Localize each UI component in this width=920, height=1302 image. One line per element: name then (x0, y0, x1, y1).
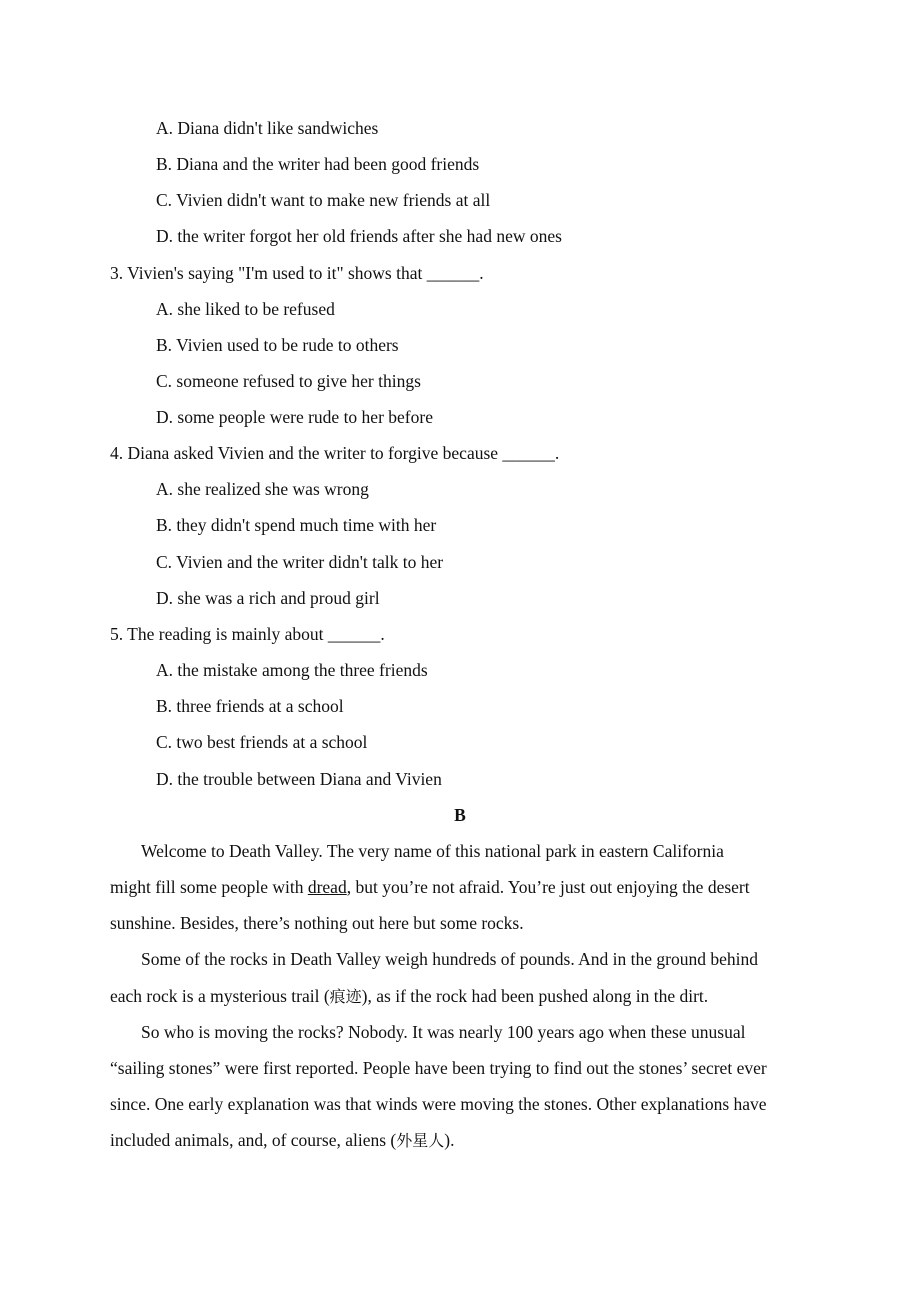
q5-option-b: B. three friends at a school (156, 696, 344, 716)
q3-option-b: B. Vivien used to be rude to others (156, 335, 399, 355)
paragraph-1-line-3: sunshine. Besides, there’s nothing out here but some rocks. (110, 913, 524, 933)
paragraph-3-line-4-start: included animals, and, of course, aliens ( (110, 1130, 397, 1150)
q3-option-c: C. someone refused to give her things (156, 371, 421, 391)
paragraph-1-line-1: Welcome to Death Valley. The very name of this national park in eastern California (141, 841, 724, 861)
paragraph-3-line-3: since. One early explanation was that winds were moving the stones. Other explanations have (110, 1094, 767, 1114)
q4-option-d: D. she was a rich and proud girl (156, 588, 380, 608)
q5-stem: 5. The reading is mainly about ______. (110, 624, 385, 644)
paragraph-3-line-2: “sailing stones” were first reported. People have been trying to find out the stones’ secret ever (110, 1058, 767, 1078)
q3-option-d: D. some people were rude to her before (156, 407, 433, 427)
q5-option-c: C. two best friends at a school (156, 732, 368, 752)
paragraph-1-line-2-start: might fill some people with (110, 877, 308, 897)
q4-stem: 4. Diana asked Vivien and the writer to forgive because ______. (110, 443, 560, 463)
q3-option-a: A. she liked to be refused (156, 299, 335, 319)
gloss-trail: 痕迹 (329, 987, 362, 1006)
q2-option-d: D. the writer forgot her old friends after she had new ones (156, 226, 562, 246)
q5-option-a: A. the mistake among the three friends (156, 660, 428, 680)
q3-stem: 3. Vivien's saying "I'm used to it" shows that ______. (110, 263, 484, 283)
paragraph-2-line-2-end: ), as if the rock had been pushed along in the dirt. (361, 986, 709, 1006)
q2-option-b: B. Diana and the writer had been good friends (156, 154, 480, 174)
paragraph-3-line-1: So who is moving the rocks? Nobody. It was nearly 100 years ago when these unusual (141, 1022, 746, 1042)
underlined-word: dread (307, 877, 347, 897)
paragraph-1-line-2-end: , but you’re not afraid. You’re just out enjoying the desert (346, 877, 750, 897)
section-heading: B (454, 805, 466, 825)
paragraph-2-line-1: Some of the rocks in Death Valley weigh hundreds of pounds. And in the ground behind (141, 949, 758, 969)
q2-option-c: C. Vivien didn't want to make new friends at all (156, 190, 491, 210)
q2-option-a: A. Diana didn't like sandwiches (156, 118, 379, 138)
q5-option-d: D. the trouble between Diana and Vivien (156, 769, 442, 789)
paragraph-2-line-2-start: each rock is a mysterious trail ( (110, 986, 330, 1006)
paragraph-1-line-2 (110, 877, 750, 897)
paragraph-3-line-4-end: ). (444, 1130, 455, 1150)
paragraph-2-line-2 (110, 986, 708, 1007)
q4-option-a: A. she realized she was wrong (156, 479, 369, 499)
q4-option-c: C. Vivien and the writer didn't talk to her (156, 552, 444, 572)
paragraph-3-line-4 (110, 1130, 454, 1151)
gloss-aliens: 外星人 (396, 1131, 445, 1150)
q4-option-b: B. they didn't spend much time with her (156, 515, 437, 535)
